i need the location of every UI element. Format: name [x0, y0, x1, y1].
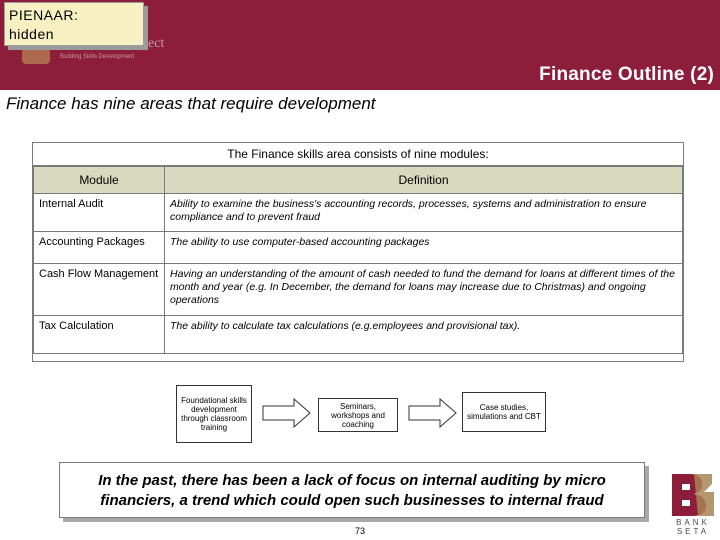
bank-seta-logo-icon	[668, 470, 718, 518]
definition-cell: The ability to use computer-based accounting packages	[165, 232, 683, 264]
table-banner: The Finance skills area consists of nine modules:	[33, 143, 683, 166]
sticky-note-line2: hidden	[9, 26, 55, 42]
bank-seta-logo	[668, 470, 718, 538]
slide-title: Finance Outline (2)	[539, 64, 714, 85]
modules-table	[32, 142, 684, 362]
logo-word: ect	[148, 36, 165, 51]
module-cell: Accounting Packages	[34, 232, 165, 264]
page-number: 73	[355, 526, 366, 536]
module-cell: Internal Audit	[34, 194, 165, 232]
module-cell: Tax Calculation	[34, 316, 165, 354]
sticky-note[interactable]	[4, 2, 144, 46]
arrow-right-icon	[262, 398, 312, 428]
sticky-note-line1: PIENAAR:	[9, 7, 79, 23]
table-row	[34, 264, 683, 316]
arrow-right-icon	[408, 398, 458, 428]
definition-cell: Ability to examine the business's accounting records, processes, systems and administration to ensure compliance and to prevent fraud	[165, 194, 683, 232]
flow-step-seminars: Seminars, workshops and coaching	[318, 398, 398, 432]
modules-grid	[33, 166, 683, 354]
definition-cell: The ability to calculate tax calculations (e.g.employees and provisional tax).	[165, 316, 683, 354]
callout-box: In the past, there has been a lack of focus on internal auditing by micro financiers, a trend which could open such businesses to internal fraud	[59, 462, 645, 518]
slide-subtitle: Finance has nine areas that require development	[6, 94, 376, 113]
table-row	[34, 194, 683, 232]
logo-line1: BANK	[676, 518, 710, 527]
flow-step-classroom: Foundational skills development through classroom training	[176, 385, 252, 443]
logo-line2: SETA	[676, 527, 710, 536]
column-header-definition: Definition	[165, 167, 683, 194]
logo-tagline: Building Skills Development	[60, 54, 135, 60]
column-header-module: Module	[34, 167, 165, 194]
table-row	[34, 232, 683, 264]
definition-cell: Having an understanding of the amount of cash needed to fund the demand for loans at different times of the month and year (e.g. In December, the demand for loans may increase due to Christmas) and ongoing operations	[165, 264, 683, 316]
module-cell: Cash Flow Management	[34, 264, 165, 316]
flow-step-case-studies: Case studies, simulations and CBT	[462, 392, 546, 432]
bank-seta-wordmark	[668, 518, 718, 536]
table-row	[34, 316, 683, 354]
